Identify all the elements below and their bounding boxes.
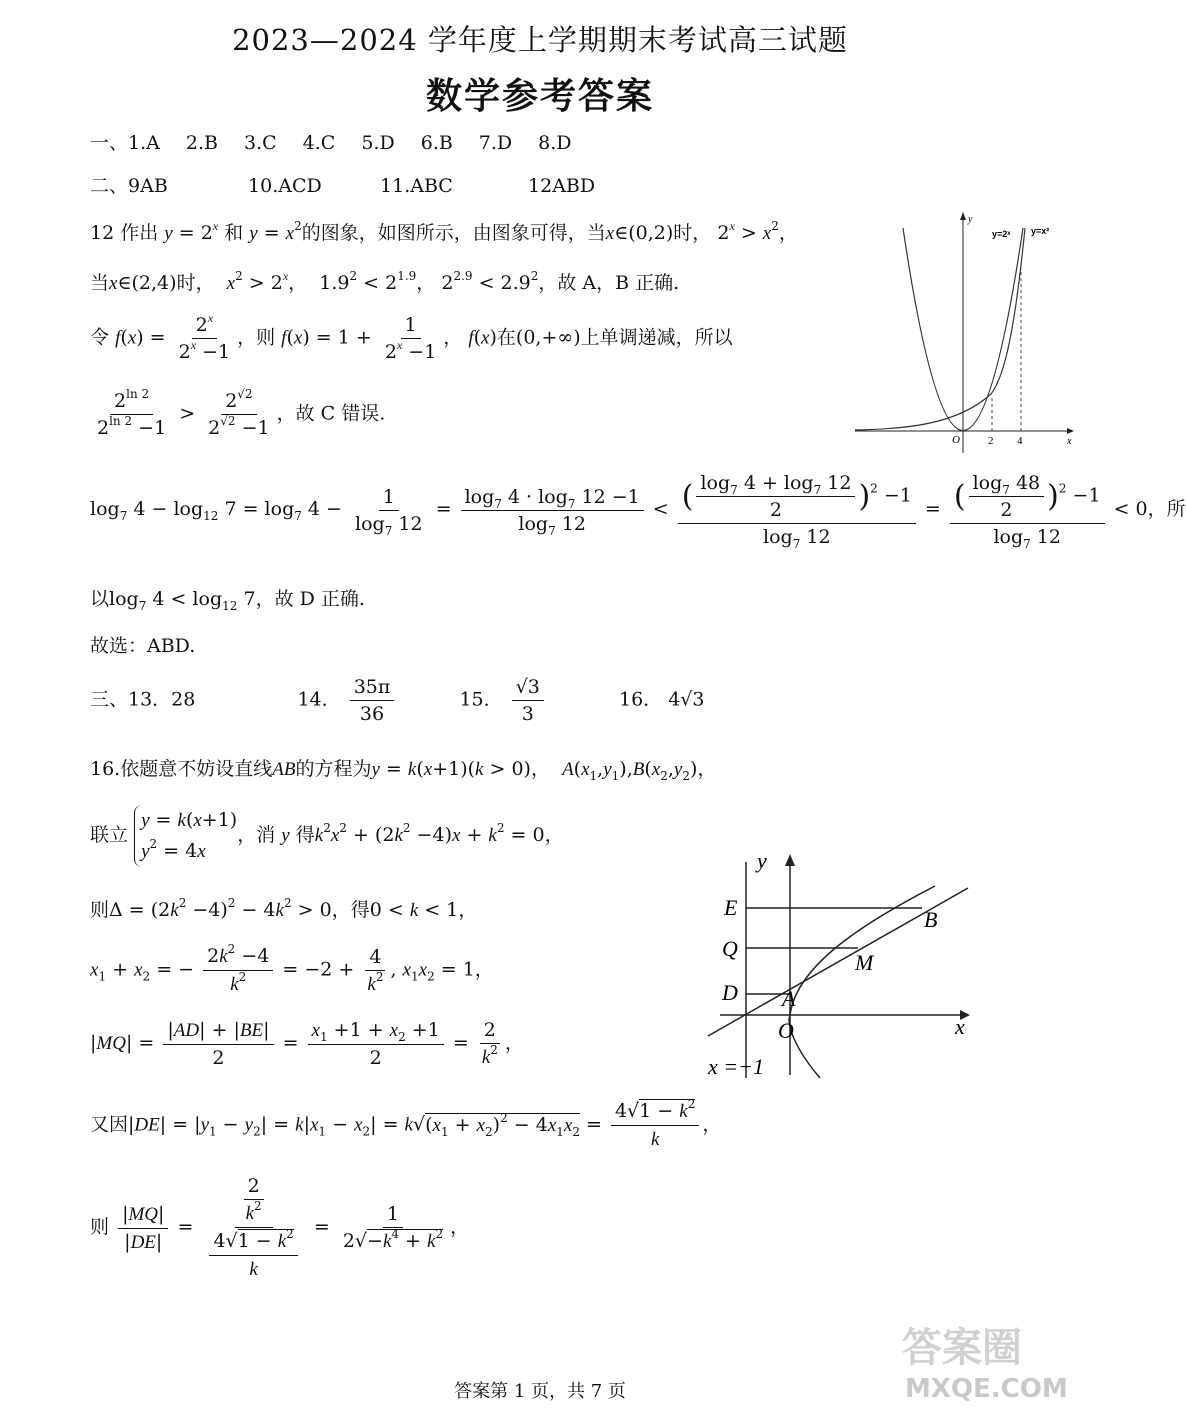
q16-text-6: 则 (90, 899, 110, 921)
graph2-y-arrow (785, 854, 795, 866)
q16-text-8: 又因 (90, 1113, 129, 1136)
exponential-square-graph (855, 208, 1077, 458)
answer-7: 7.D (478, 132, 513, 154)
q16-line-1: 16.依题意不妨设直线AB的方程为y = k(x+1)(k > 0)， $A(x_1,y_1),B(x_2,y_2)$， (90, 758, 717, 783)
q12-line-1: 12 作出 $y = 2^x$ 和 $y = x^2$的图象，如图所示，由图象可得，当x∈(0,2)时， $2^x > x^2$， (90, 219, 798, 244)
answer-10: 10.ACD (248, 175, 322, 197)
page-footer: 答案第 1 页，共 7 页 (454, 1381, 626, 1402)
q12-text-9: 上单调递减，所以 (580, 326, 733, 349)
q16-text-9: 则 (90, 1216, 110, 1238)
graph2-directrix-label: x =−1 (708, 1054, 764, 1079)
q12-line-4: $\frac{2^{ln 2}}{2^{ln 2} -1}$ > $\frac{2^{√2}}{2^{√2} -1}$ ，故 C 错误. (97, 387, 386, 439)
answer-6: 6.B (420, 132, 453, 154)
answer-2: 2.B (185, 132, 218, 154)
section-2-label: 二、 (90, 175, 129, 197)
parabola-chord-graph (700, 850, 980, 1085)
q12-text-11: ，所 (1147, 498, 1186, 520)
q16-text-5: 得 (295, 824, 315, 846)
answer-16-label: 16． (618, 688, 663, 711)
q12-text-10: ，故 C 错误. (276, 402, 386, 425)
graph2-y-label: y (757, 848, 767, 873)
answer-5: 5.D (361, 132, 395, 154)
watermark-url: MXQE.COM (905, 1374, 1068, 1404)
answer-12: 12ABD (528, 175, 596, 197)
section-2-answers (90, 171, 595, 198)
section-3-answers (90, 676, 705, 725)
page-title: 2023—2024 学年度上学期期末考试高三试题 (232, 23, 848, 57)
q12-text-4: 时， (176, 272, 215, 294)
q12-line-3: 令 f(x) = $\frac{2^x}{2^x -1}$ ，则 f(x) = 1 + $\frac{1}{2^x -1}$ ， f(x)在(0,+∞)上单调递减，所以 (90, 311, 733, 363)
section-1-answers (90, 128, 598, 155)
q12-text-8: 在 (496, 326, 516, 349)
q12-text-3: 当 (90, 272, 110, 294)
q12-text-7: ，则 (237, 326, 276, 349)
q16-line-2: 联立 y = k(x+1) $y^2 = 4x$，消 y 得$k^2x^2 + (2k^2 -4)x + k^2 = 0$， (90, 805, 564, 867)
graph2-parabola (789, 886, 938, 1078)
graph1-x-label: x (1067, 436, 1072, 447)
answer-15-num: √3 (512, 676, 544, 701)
graph2-d-label: D (722, 980, 738, 1005)
graph1-legend-exp: y=2ˣ (992, 229, 1011, 239)
graph2-origin-label: O (778, 1018, 794, 1043)
answer-16-value: 4√3 (668, 688, 705, 711)
q12-prefix: 12 作出 (90, 222, 159, 244)
graph1-tick-4: 4 (1017, 435, 1023, 447)
q12-line-6: 以$\log_7 4 < \log_{12} 7$，故 D 正确. (90, 588, 365, 613)
section-1-label: 一、 (90, 132, 129, 154)
page-subtitle: 数学参考答案 (425, 75, 654, 117)
answer-1: 1.A (128, 132, 160, 154)
graph1-y-arrow (960, 212, 966, 220)
q12-choose: 故选：ABD. (90, 635, 196, 657)
q16-line-4: $x_1 + x_2$ = − $\frac{2k^2 -4}{k^2}$ = −2 + $\frac{4}{k^2}$ , $x_1x_2 = 1$， (90, 942, 494, 995)
graph1-y-label: y (968, 214, 973, 225)
q16-text-3: 联立 (90, 824, 129, 846)
q12-text-13: ，故 D 正确. (255, 588, 365, 610)
watermark-logo: 答案圈 (902, 1325, 1022, 1371)
answer-15-label: 15． (459, 688, 503, 711)
q16-text-4: ，消 (237, 824, 276, 846)
q12-text-12: 以 (90, 588, 110, 610)
graph2-b-label: B (924, 907, 938, 932)
q12-line-5: $\log_7 4 - \log_{12} 7 = \log_7 4$ − $\frac{1}{\log_7 12}$ = $\frac{\log_7 4 \cdot \log_7 12 -1}{\log_7 12}$ < ( $\frac{\log_7 4 + \log_7 12}{2}$ )$^2$ −1 $\log_7 12$ = ( $\frac{\log_7 48}{2}$ )$^2$ −1 $\log_7 12$ < 0，所 (90, 472, 1186, 551)
answer-8: 8.D (538, 132, 572, 154)
answer-11: 11.ABC (380, 175, 453, 197)
answer-4: 4.C (302, 132, 336, 154)
q16-line-7: 则 $\frac{|MQ|}{|DE|}$ = $\frac{\frac{2}{k^2}}{\frac{4√1 - k^2}{k}}$ = $\frac{1}{2√-k^4 + k^2}$ ， (90, 1175, 470, 1280)
answer-15-den: 3 (521, 703, 534, 725)
q16-line-5: |MQ| = $\frac{|AD| + |BE|}{2}$ = $\frac{x_1 +1 + x_2 +1}{2}$ = $\frac{2}{k^2}$ ， (90, 1019, 524, 1069)
answer-14-num: 35π (350, 676, 395, 701)
q12-line-2: 当x∈(2,4)时， $x^2 > 2^x$， $1.9^2 < 2^{1.9}$， $2^{2.9} < 2.9^2$，故 A，B 正确. (90, 269, 680, 294)
graph1-legend-sq: y=x² (1031, 226, 1050, 236)
answer-14-den: 36 (359, 703, 385, 725)
graph1-tick-2: 2 (988, 435, 994, 447)
graph2-m-label: M (855, 950, 874, 975)
graph2-x-label: x (955, 1014, 965, 1039)
graph1-x-arrow (1067, 428, 1074, 434)
answer-3: 3.C (243, 132, 277, 154)
q16-text-2: 的方程为 (295, 758, 372, 780)
q16-text-1: 16.依题意不妨设直线 (90, 758, 273, 780)
q12-text-6: 令 (90, 326, 110, 349)
graph2-q-label: Q (722, 936, 738, 961)
answer-14-label: 14． (297, 688, 341, 711)
q12-text-1: 的图象，如图所示，由图象可得，当 (301, 222, 606, 244)
q12-text-5: ，故 A，B 正确. (538, 272, 680, 294)
q16-line-3: 则$\Delta = (2k^2 -4)^2 - 4k^2 > 0$，得0 < k < 1， (90, 896, 478, 921)
q16-line-6: 又因$|DE| = |y_1 - y_2| = k|x_1 - x_2| = k√(x_1 + x_2)^2 - 4x_1x_2$ = $\frac{4√1 - k^2}{k}$ ， (90, 1097, 722, 1150)
graph2-a-label: A (782, 986, 796, 1011)
q12-text-2: 时， (673, 222, 712, 244)
graph2-e-label: E (724, 895, 738, 920)
answer-13: 三、13．28 (90, 688, 196, 711)
answer-9: 9AB (128, 175, 168, 197)
graph1-origin-label: O (952, 434, 960, 446)
q16-text-7: ，得 (331, 899, 370, 921)
